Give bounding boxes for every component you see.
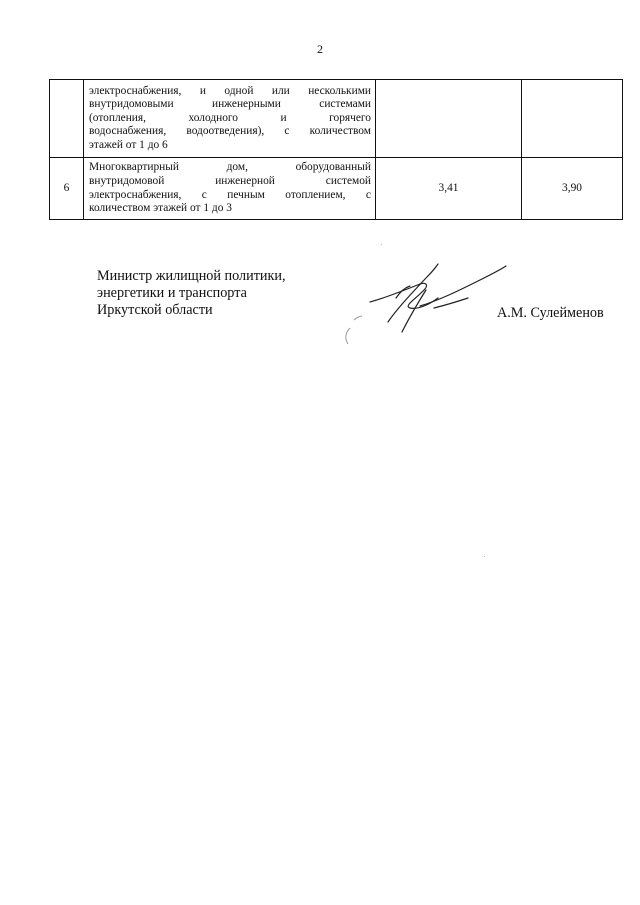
value-cell-1 (376, 80, 522, 158)
table-row (50, 158, 623, 220)
description-line: количеством этажей от 1 до 3 (89, 202, 232, 215)
signatory-title-line: Министр жилищной политики, (97, 268, 286, 284)
description-line: электроснабжения, с печным отоплением, с (89, 188, 371, 201)
row-number-cell (50, 80, 84, 158)
value-cell-1: 3,41 (376, 158, 522, 220)
row-description-cell (84, 80, 376, 158)
row-number-cell: 6 (50, 158, 84, 220)
description-line: (отопления, холодного и горячего (89, 111, 371, 124)
scan-speck (381, 244, 382, 245)
handwritten-signature (330, 240, 530, 360)
page-number: 2 (317, 42, 323, 56)
value-cell-2: 3,90 (522, 158, 623, 220)
description-line: электроснабжения, и одной или несколькими (89, 84, 371, 97)
table-row (50, 80, 623, 158)
row-description-cell (84, 158, 376, 220)
signatory-title-line: Иркутской области (97, 302, 213, 318)
signatory-name: А.М. Сулейменов (497, 305, 604, 321)
signatory-title (97, 268, 286, 319)
value-cell-2 (522, 80, 623, 158)
description-line: Многоквартирный дом, оборудованный (89, 161, 371, 174)
signatory-title-line: энергетики и транспорта (97, 285, 247, 301)
scan-speck (484, 556, 485, 557)
description-line: водоснабжения, водоотведения), с количеством (89, 125, 371, 138)
tariff-table (49, 79, 623, 220)
description-line: этажей от 1 до 6 (89, 138, 168, 151)
description-line: внутридомовыми инженерными системами (89, 98, 371, 111)
description-line: внутридомовой инженерной системой (89, 174, 371, 187)
